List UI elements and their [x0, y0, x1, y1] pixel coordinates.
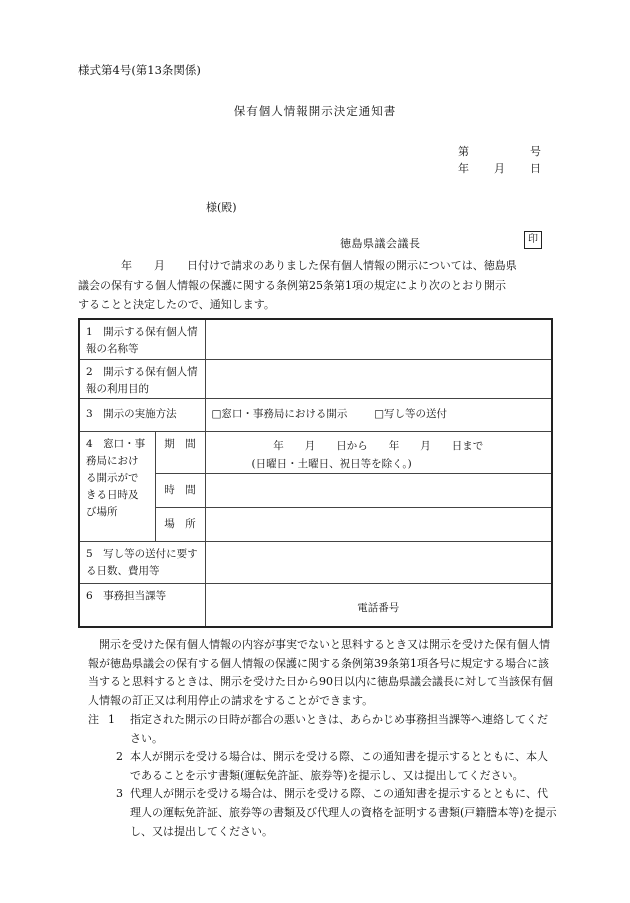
place-value	[205, 507, 552, 541]
place-label: 場 所	[155, 507, 205, 541]
copy-delivery-option[interactable]: □写し等の送付	[374, 408, 448, 420]
intro-paragraph	[78, 256, 554, 315]
date-day-label: 日	[530, 162, 541, 175]
row5-value	[205, 541, 552, 583]
form-number: 様式第4号(第13条関係)	[78, 63, 201, 77]
note-text: 本人が開示を受ける場合は、開示を受ける際、この通知書を提示するとともに、本人であることを示す書類(運転免許証、旅券等)を提示し、又は提出してください。	[130, 750, 548, 782]
period-line-2: (日曜日・土曜日、祝日等を除く。)	[251, 457, 412, 470]
intro-line-2: 議会の保有する個人情報の保護に関する条例第25条第1項の規定により次のとおり開示	[78, 278, 506, 292]
note-number: 2	[116, 750, 123, 764]
intro-line-1: 年 月 日付けで請求のありました保有個人情報の開示については、徳島県	[110, 259, 517, 272]
table-row	[79, 541, 552, 583]
period-line-1: 年 月 日から 年 月 日まで	[273, 439, 484, 452]
row1-value	[205, 319, 552, 359]
period-label: 期 間	[155, 431, 205, 473]
row5-label: 5 写し等の送付に要する日数、費用等	[79, 541, 205, 583]
row2-label: 2 開示する保有個人情報の利用目的	[79, 359, 205, 398]
disclosure-table	[78, 318, 553, 628]
table-row	[79, 583, 552, 627]
period-value	[205, 431, 552, 473]
number-suffix: 号	[530, 145, 541, 158]
number-prefix: 第	[458, 145, 469, 158]
window-disclosure-option[interactable]: □窓口・事務局における開示	[211, 408, 348, 420]
notice-paragraph: 開示を受けた保有個人情報の内容が事実でないと思料するとき又は開示を受けた保有個人情報が徳島県議会の保有する個人情報の保護に関する条例第39条第1項各号に規定する場合に該当すると思料するときは、開示を受けた日から90日以内に徳島県議会議長に対して当該保有個人情報の訂正又は利用停止の請求をすることができます。	[88, 638, 553, 708]
table-row	[79, 398, 552, 431]
note-text: 代理人が開示を受ける場合は、開示を受ける際、この通知書を提示するとともに、代理人の運転免許証、旅券等の書類及び代理人の資格を証明する書類(戸籍謄本等)を提示し、又は提出してください。	[130, 787, 557, 838]
addressee: 様(殿)	[206, 201, 237, 214]
table-row	[79, 359, 552, 398]
note-item	[88, 785, 558, 841]
sender: 徳島県議会議長	[340, 237, 421, 250]
notes-section	[88, 711, 558, 841]
note-item	[88, 748, 558, 785]
row6-label: 6 事務担当課等	[79, 583, 205, 627]
note-text: 指定された開示の日時が都合の悪いときは、あらかじめ事務担当課等へ連絡してください。	[130, 713, 548, 745]
time-value	[205, 473, 552, 507]
row1-label: 1 開示する保有個人情報の名称等	[79, 319, 205, 359]
row3-label: 3 開示の実施方法	[79, 398, 205, 431]
row2-value	[205, 359, 552, 398]
table-row	[79, 431, 552, 473]
seal-stamp: 印	[524, 231, 542, 249]
intro-line-3: することと決定したので、通知します。	[78, 298, 275, 311]
document-title: 保有個人情報開示決定通知書	[233, 104, 397, 118]
row4-label: 4 窓口・事務局における開示ができる日時及び場所	[79, 431, 155, 541]
note-number: 3	[116, 787, 123, 801]
phone-label: 電話番号	[205, 583, 552, 627]
table-row	[79, 319, 552, 359]
row3-options	[205, 398, 552, 431]
date-year-label: 年	[458, 162, 469, 175]
time-label: 時 間	[155, 473, 205, 507]
note-number: 1	[108, 713, 115, 726]
note-item	[88, 711, 558, 748]
date-month-label: 月	[494, 162, 505, 175]
notes-prefix: 注	[88, 713, 99, 726]
